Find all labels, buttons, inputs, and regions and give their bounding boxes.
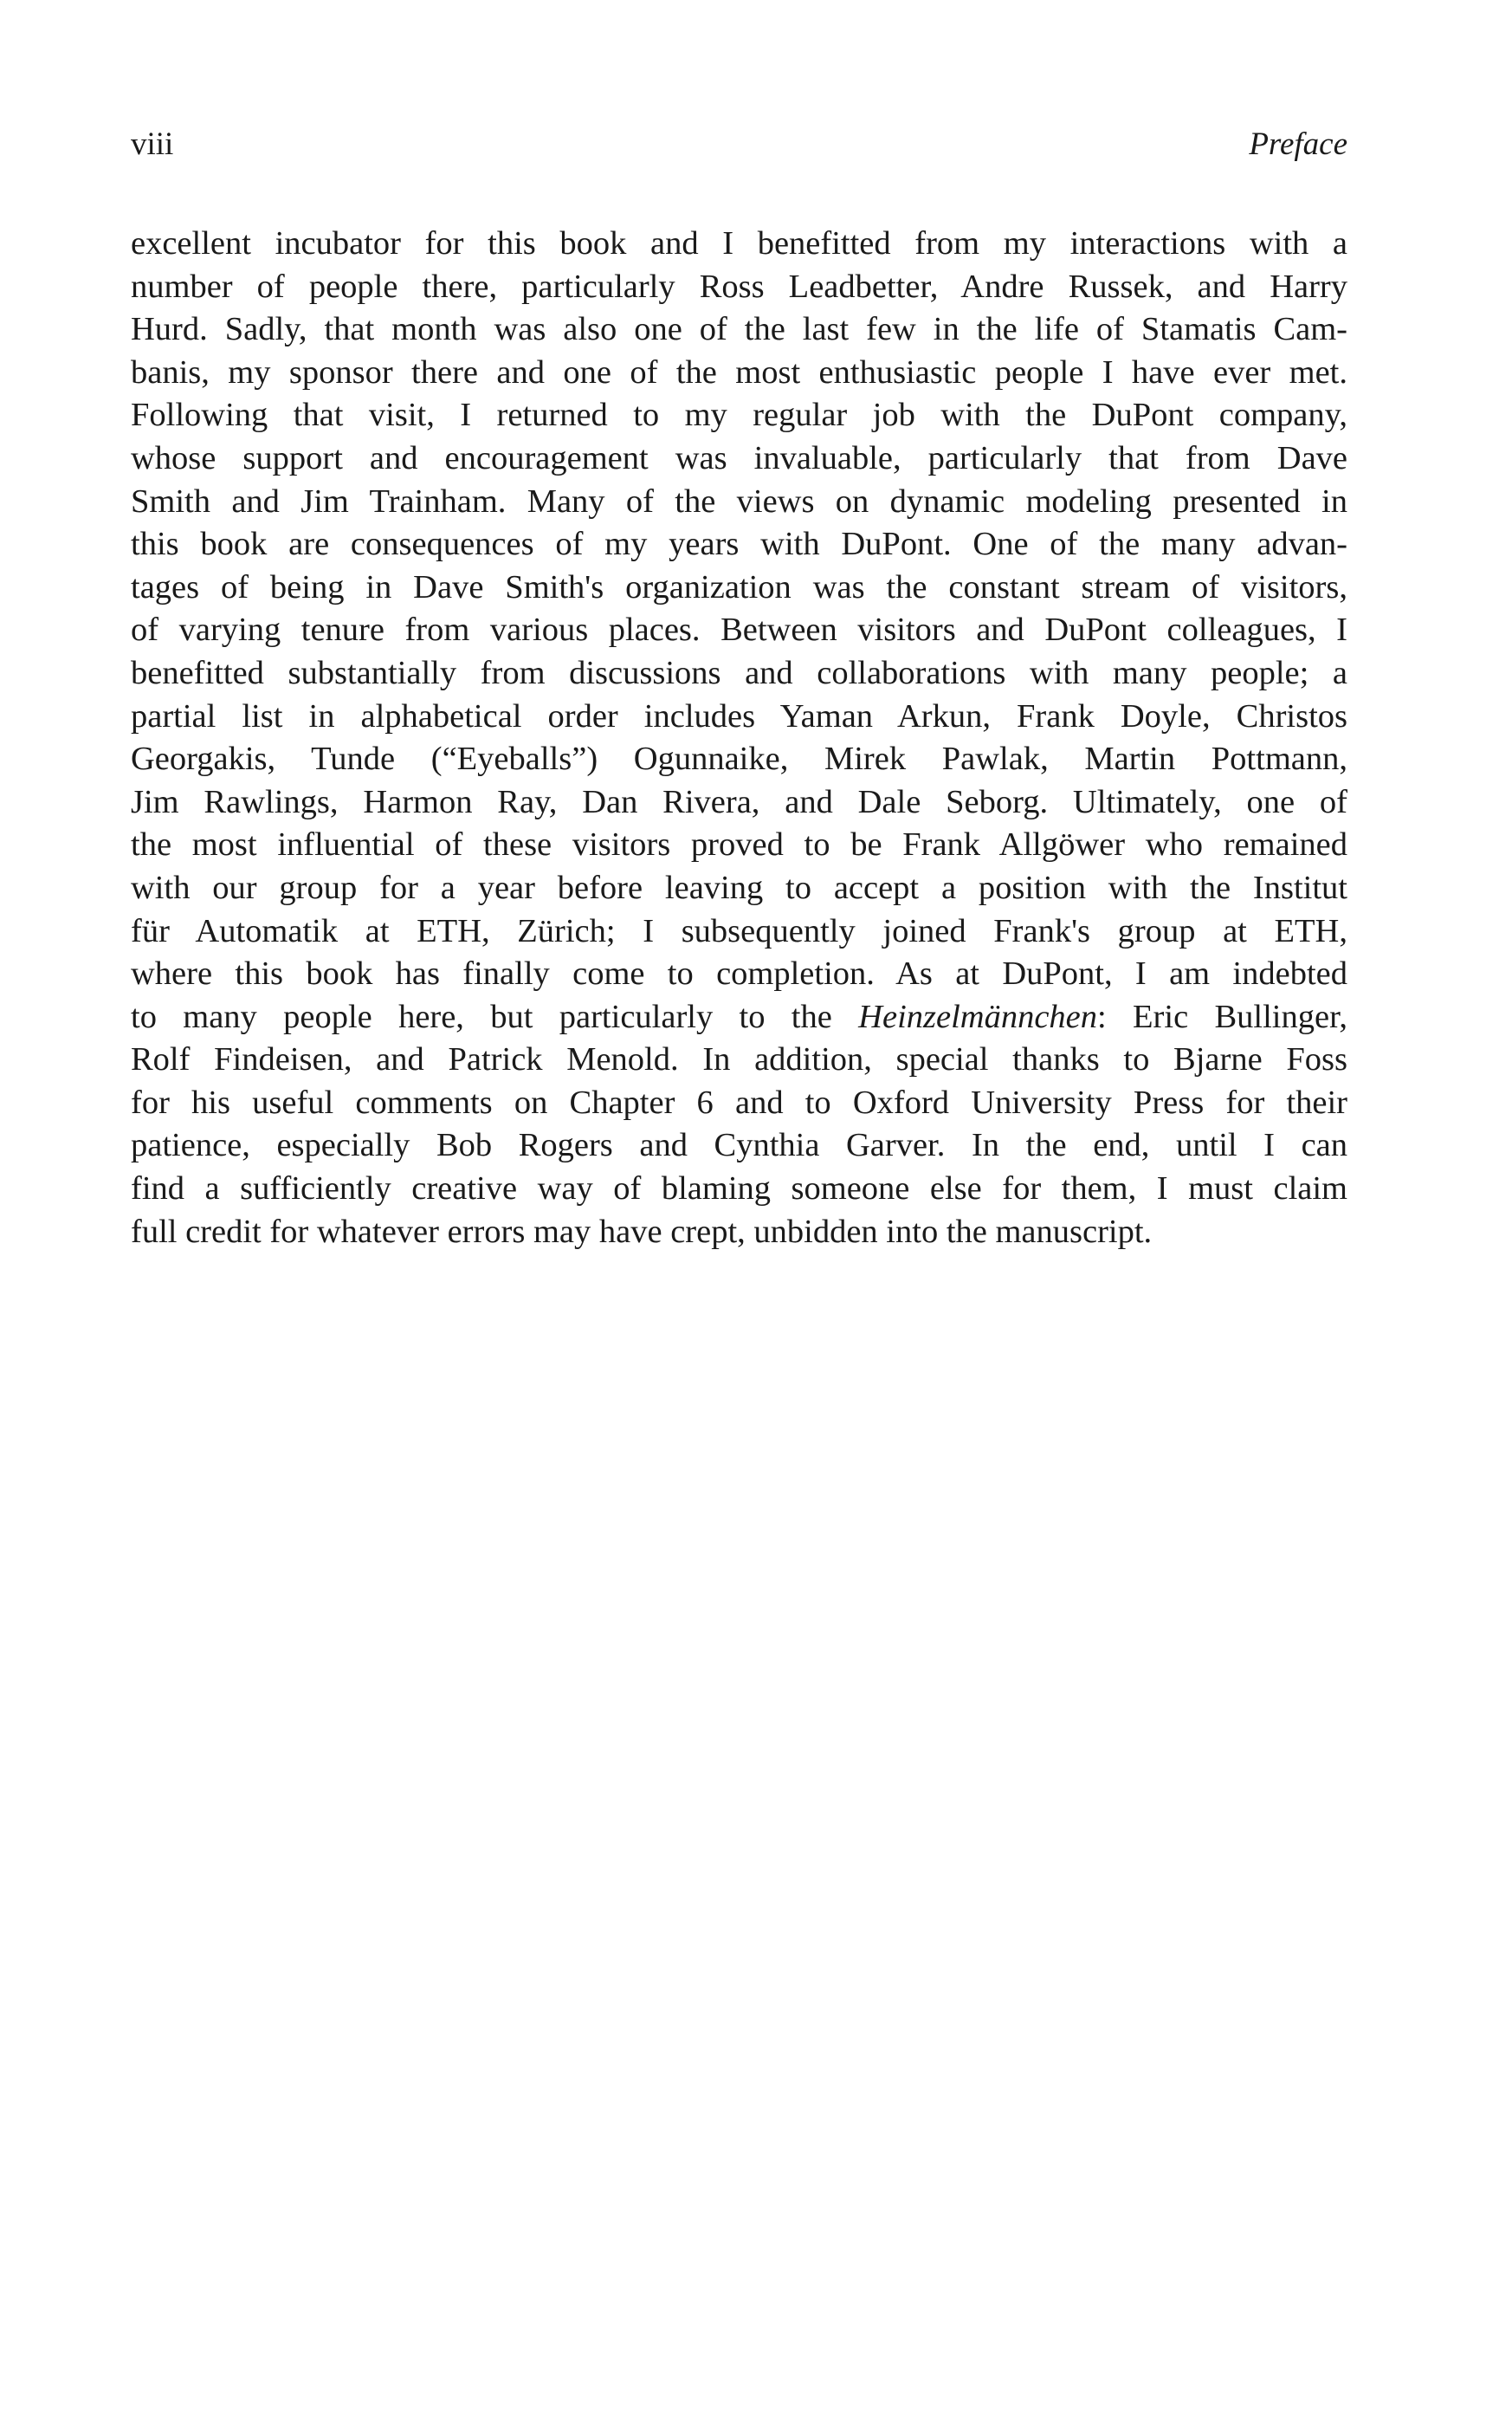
text-line: für Automatik at ETH, Zürich; I subsequently joined Frank's group at ETH, [131, 912, 1347, 949]
text-line: benefitted substantially from discussions and collaborations with many people; a [131, 654, 1347, 691]
text-line: of varying tenure from various places. Between visitors and DuPont colleagues, I [131, 612, 1347, 649]
text-line: Georgakis, Tunde (“Eyeballs”) Ogunnaike, Mirek Pawlak, Martin Pottmann, [131, 741, 1347, 778]
text-line: Smith and Jim Trainham. Many of the views on dynamic modeling presented in [131, 482, 1347, 520]
text-line: patience, especially Bob Rogers and Cynthia Garver. In the end, until I can [131, 1127, 1347, 1164]
text-segment: to many people here, but particularly to the [131, 998, 859, 1035]
text-line-with-italic [131, 996, 1347, 1039]
italic-term: Heinzelmännchen [858, 998, 1098, 1035]
text-line: Jim Rawlings, Harmon Ray, Dan Rivera, and Dale Seborg. Ultimately, one of [131, 783, 1347, 820]
text-line: find a sufficiently creative way of blaming someone else for them, I must claim [131, 1170, 1347, 1208]
text-line: this book are consequences of my years with DuPont. One of the many advan- [131, 526, 1347, 563]
text-line: Hurd. Sadly, that month was also one of the last few in the life of Stamatis Cam- [131, 311, 1347, 348]
page-number: viii [131, 126, 174, 162]
text-line: for his useful comments on Chapter 6 and to Oxford University Press for their [131, 1084, 1347, 1121]
text-line: where this book has finally come to completion. As at DuPont, I am indebted [131, 955, 1347, 993]
text-line: the most influential of these visitors proved to be Frank Allgöwer who remained [131, 826, 1347, 864]
text-line: whose support and encouragement was invaluable, particularly that from Dave [131, 439, 1347, 476]
text-line: Following that visit, I returned to my regular job with the DuPont company, [131, 397, 1347, 434]
text-line: Rolf Findeisen, and Patrick Menold. In addition, special thanks to Bjarne Foss [131, 1041, 1347, 1078]
text-segment: : Eric Bullinger, [1097, 998, 1347, 1035]
running-title: Preface [1249, 126, 1347, 162]
text-line: with our group for a year before leaving to accept a position with the Institut [131, 869, 1347, 906]
text-line: number of people there, particularly Ross Leadbetter, Andre Russek, and Harry [131, 268, 1347, 305]
body-paragraph [131, 223, 1347, 1253]
running-head [131, 123, 1347, 166]
text-line: excellent incubator for this book and I benefitted from my interactions with a [131, 225, 1347, 262]
text-line: banis, my sponsor there and one of the most enthusiastic people I have ever met. [131, 353, 1347, 391]
text-line: tages of being in Dave Smith's organization was the constant stream of visitors, [131, 568, 1347, 605]
text-line: partial list in alphabetical order includes Yaman Arkun, Frank Doyle, Christos [131, 697, 1347, 735]
text-line-last: full credit for whatever errors may have crept, unbidden into the manuscript. [131, 1213, 1153, 1250]
